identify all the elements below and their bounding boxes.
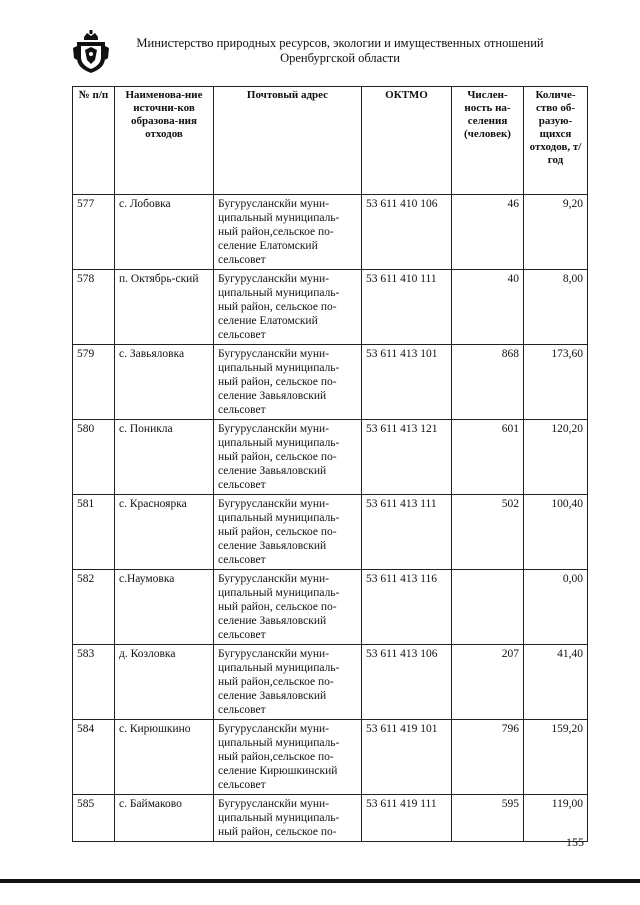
cell-oktmo: 53 611 413 106 <box>362 645 452 720</box>
table-row <box>73 570 588 645</box>
cell-population: 601 <box>452 420 524 495</box>
cell-name: с. Красноярка <box>115 495 214 570</box>
cell-waste: 41,40 <box>524 645 588 720</box>
cell-address: Бугурусланскйи муни-ципальный муниципаль-ный район, сельское по-селение Завьяловский сельсовет <box>214 420 362 495</box>
cell-no: 585 <box>73 795 115 842</box>
cell-no: 577 <box>73 195 115 270</box>
cell-waste: 8,00 <box>524 270 588 345</box>
table-row <box>73 645 588 720</box>
cell-address: Бугурусланскйи муни-ципальный муниципаль-ный район,сельское по-селение Елатомский сельсовет <box>214 195 362 270</box>
cell-name: с.Наумовка <box>115 570 214 645</box>
cell-waste: 120,20 <box>524 420 588 495</box>
cell-waste: 119,00 <box>524 795 588 842</box>
column-header-population: Числен-ность на-селения (человек) <box>452 87 524 195</box>
cell-oktmo: 53 611 419 111 <box>362 795 452 842</box>
footer-divider <box>0 879 640 883</box>
coat-of-arms-icon <box>73 30 109 74</box>
cell-oktmo: 53 611 413 101 <box>362 345 452 420</box>
cell-no: 584 <box>73 720 115 795</box>
cell-name: с. Баймаково <box>115 795 214 842</box>
cell-name: с. Поникла <box>115 420 214 495</box>
cell-waste: 9,20 <box>524 195 588 270</box>
table-row <box>73 495 588 570</box>
cell-name: с. Завьяловка <box>115 345 214 420</box>
cell-name: с. Кирюшкино <box>115 720 214 795</box>
cell-oktmo: 53 611 410 111 <box>362 270 452 345</box>
cell-population: 46 <box>452 195 524 270</box>
cell-oktmo: 53 611 419 101 <box>362 720 452 795</box>
cell-waste: 173,60 <box>524 345 588 420</box>
cell-population: 595 <box>452 795 524 842</box>
column-header-oktmo: ОКТМО <box>362 87 452 195</box>
cell-population: 868 <box>452 345 524 420</box>
cell-no: 580 <box>73 420 115 495</box>
cell-waste: 100,40 <box>524 495 588 570</box>
waste-sources-table <box>72 86 588 842</box>
cell-waste: 159,20 <box>524 720 588 795</box>
cell-no: 582 <box>73 570 115 645</box>
cell-population: 40 <box>452 270 524 345</box>
cell-name: с. Лобовка <box>115 195 214 270</box>
table-header-row <box>73 87 588 195</box>
cell-name: д. Козловка <box>115 645 214 720</box>
cell-population <box>452 570 524 645</box>
cell-no: 579 <box>73 345 115 420</box>
cell-address: Бугурусланскйи муни-ципальный муниципаль-ный район, сельское по- <box>214 795 362 842</box>
cell-oktmo: 53 611 413 116 <box>362 570 452 645</box>
cell-no: 583 <box>73 645 115 720</box>
cell-address: Бугурусланскйи муни-ципальный муниципаль-ный район, сельское по-селение Завьяловский сельсовет <box>214 495 362 570</box>
cell-population: 796 <box>452 720 524 795</box>
cell-oktmo: 53 611 413 121 <box>362 420 452 495</box>
cell-address: Бугурусланскйи муни-ципальный муниципаль-ный район, сельское по-селение Елатомский сельсовет <box>214 270 362 345</box>
cell-name: п. Октябрь-ский <box>115 270 214 345</box>
cell-oktmo: 53 611 413 111 <box>362 495 452 570</box>
table-row <box>73 195 588 270</box>
cell-no: 578 <box>73 270 115 345</box>
cell-address: Бугурусланскйи муни-ципальный муниципаль-ный район,сельское по-селение Завьяловский сельсовет <box>214 645 362 720</box>
cell-address: Бугурусланскйи муни-ципальный муниципаль-ный район, сельское по-селение Завьяловский сельсовет <box>214 570 362 645</box>
table-row <box>73 720 588 795</box>
ministry-name: Министерство природных ресурсов, экологии и имущественных отношений <box>136 36 544 50</box>
column-header-name: Наименова-ние источни-ков образова-ния отходов <box>115 87 214 195</box>
table-row <box>73 270 588 345</box>
cell-address: Бугурусланскйи муни-ципальный муниципаль-ный район,сельское по-селение Кирюшкинский сельсовет <box>214 720 362 795</box>
table-row <box>73 420 588 495</box>
region-name: Оренбургской области <box>280 51 400 65</box>
cell-oktmo: 53 611 410 106 <box>362 195 452 270</box>
cell-no: 581 <box>73 495 115 570</box>
cell-address: Бугурусланскйи муни-ципальный муниципаль-ный район, сельское по-селение Завьяловский сельсовет <box>214 345 362 420</box>
ministry-header <box>120 36 560 66</box>
page-number: 155 <box>566 835 584 849</box>
table-row <box>73 345 588 420</box>
table-row <box>73 795 588 842</box>
column-header-waste: Количе-ство об-разую-щихся отходов, т/год <box>524 87 588 195</box>
cell-population: 502 <box>452 495 524 570</box>
cell-waste: 0,00 <box>524 570 588 645</box>
column-header-no: № п/п <box>73 87 115 195</box>
column-header-address: Почтовый адрес <box>214 87 362 195</box>
cell-population: 207 <box>452 645 524 720</box>
